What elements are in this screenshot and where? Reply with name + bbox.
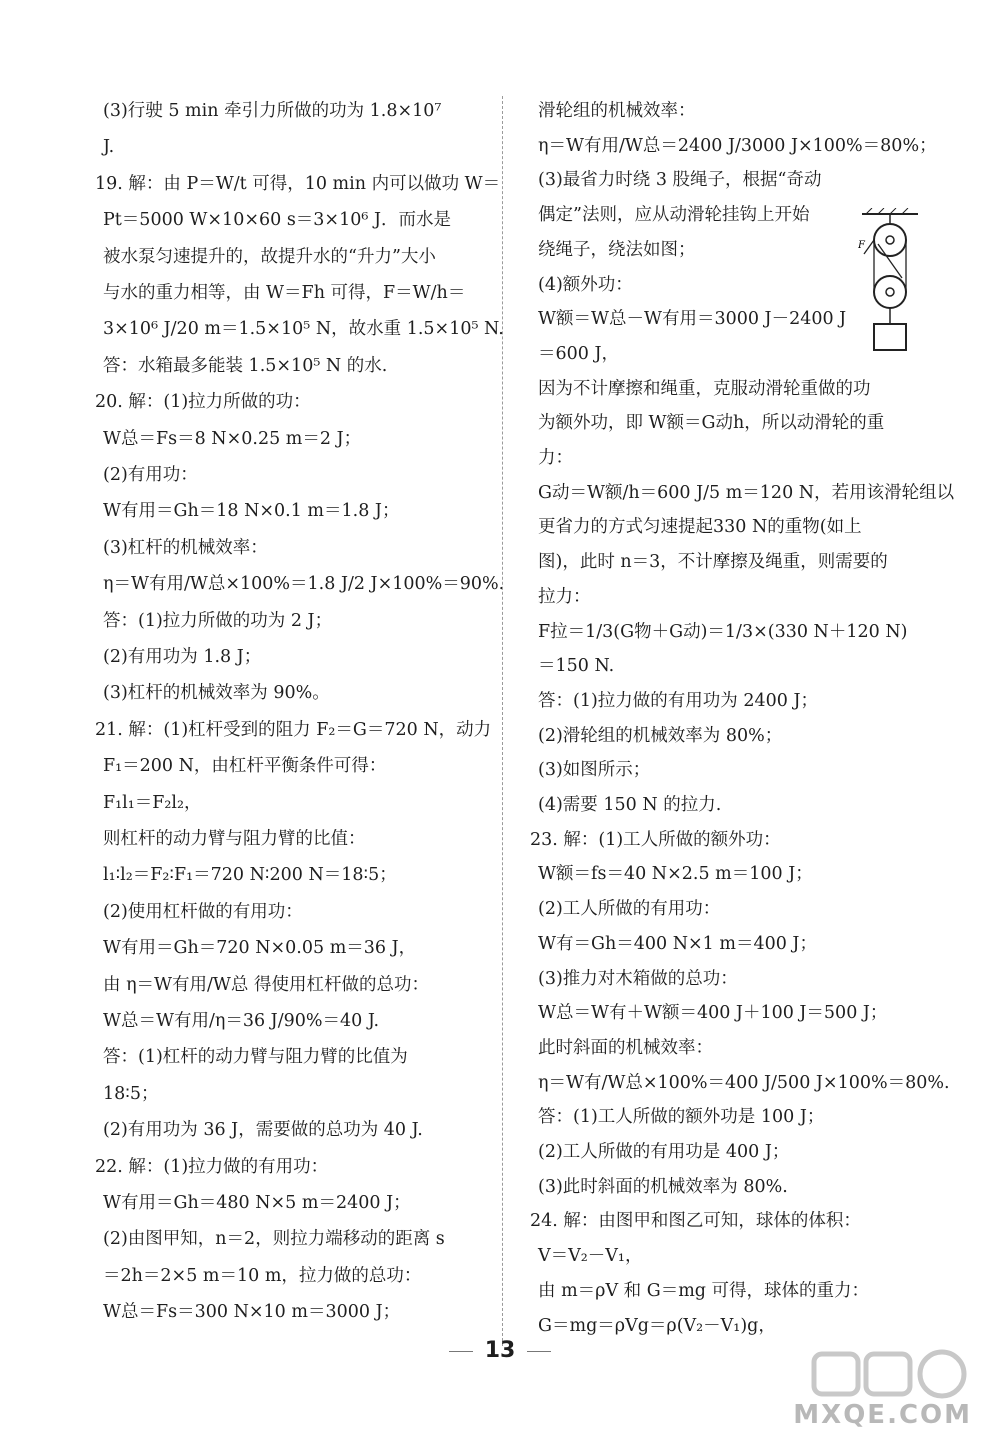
text-line: 因为不计摩擦和绳重，克服动滑轮重做的功 [538,378,871,399]
text-line: (2)有用功为 1.8 J； [103,647,262,667]
text-line: (3)行驶 5 min 牵引力所做的功为 1.8×10⁷ [103,101,442,121]
text-line: W有用＝Gh＝720 N×0.05 m＝36 J， [103,938,417,959]
text-line: η＝W有/W总×100%＝400 J/500 J×100%＝80%. [538,1072,950,1093]
text-line: (3)杠杆的机械效率为 90%。 [103,683,330,704]
text-line: Pt＝5000 W×10×60 s＝3×10⁶ J．而水是 [103,210,451,231]
text-line: 此时斜面的机械效率： [538,1037,713,1058]
text-line: 答：(1)工人所做的额外功是 100 J； [538,1107,825,1128]
text-line: F拉＝1/3(G物＋G动)＝1/3×(330 N＋120 N) [538,621,908,642]
text-line: G＝mg＝ρVg＝ρ(V₂－V₁)g， [538,1315,776,1336]
text-line: 答：水箱最多能装 1.5×10⁵ N 的水. [103,355,388,376]
text-line: W额＝W总－W有用＝3000 J－2400 J [538,309,847,330]
text-line: W总＝Fs＝8 N×0.25 m＝2 J； [103,428,362,449]
text-line: 滑轮组的机械效率： [538,101,696,121]
text-line: 绕绳子，绕法如图； [538,239,696,260]
text-line: 18∶5； [103,1083,159,1104]
text-line: (4)额外功： [538,274,633,295]
text-line: 答：(1)拉力所做的功为 2 J； [103,610,333,631]
text-line: 更省力的方式匀速提起330 N的重物(如上 [538,517,862,538]
text-line: 力： [538,448,573,468]
text-line: (3)如图所示； [538,760,651,781]
text-line: 19. 解：由 P＝W/t 可得，10 min 内可以做功 W＝ [95,173,501,194]
text-line: 22. 解：(1)拉力做的有用功： [95,1156,329,1177]
text-line: F₁l₁＝F₂l₂， [103,792,202,813]
text-line: W有用＝Gh＝18 N×0.1 m＝1.8 J； [103,501,400,522]
text-line: W有用＝Gh＝480 N×5 m＝2400 J； [103,1193,411,1213]
text-line: 由 m＝ρV 和 G＝mg 可得，球体的重力： [538,1280,870,1301]
column-divider [502,96,503,1346]
text-line: (4)需要 150 N 的拉力. [538,795,722,815]
text-line: F₁＝200 N，由杠杆平衡条件可得： [103,756,387,777]
text-line: G动＝W额/h＝600 J/5 m＝120 N，若用该滑轮组以 [538,482,955,503]
text-line: l₁∶l₂＝F₂∶F₁＝720 N∶200 N＝18∶5； [103,865,397,886]
text-line: (2)有用功为 36 J，需要做的总功为 40 J. [103,1120,423,1141]
text-line: (2)工人所做的有用功： [538,899,721,920]
text-line: W额＝fs＝40 N×2.5 m＝100 J； [538,864,813,885]
text-line: W总＝W有＋W额＝400 J＋100 J＝500 J； [538,1003,888,1024]
text-line: 拉力： [538,586,591,607]
text-line: 23. 解：(1)工人所做的额外功： [530,829,781,850]
text-line: W总＝Fs＝300 N×10 m＝3000 J； [103,1302,401,1323]
text-line: 图)，此时 n＝3，不计摩擦及绳重，则需要的 [538,552,888,573]
pulley-diagram [858,208,922,358]
text-line: 答：(1)拉力做的有用功为 2400 J； [538,690,818,711]
text-line: (2)滑轮组的机械效率为 80%； [538,725,783,746]
text-line: 21. 解：(1)杠杆受到的阻力 F₂＝G＝720 N，动力 [95,719,492,740]
text-line: (3)最省力时绕 3 股绳子，根据“奇动 [538,170,822,191]
text-line: 为额外功，即 W额＝G动h，所以动滑轮的重 [538,413,885,434]
text-line: η＝W有用/W总×100%＝1.8 J/2 J×100%＝90%. [103,574,505,595]
text-line: 与水的重力相等，由 W＝Fh 可得，F＝W/h＝ [103,283,466,303]
text-line: (3)推力对木箱做的总功： [538,968,738,989]
text-line: 答：(1)杠杆的动力臂与阻力臂的比值为 [103,1047,408,1068]
text-line: W有＝Gh＝400 N×1 m＝400 J； [538,933,817,954]
watermark-logo [810,1346,970,1402]
svg-text:F: F [858,240,865,251]
text-line: 20. 解：(1)拉力所做的功： [95,392,311,413]
text-line: 则杠杆的动力臂与阻力臂的比值： [103,829,366,849]
text-line: V＝V₂－V₁， [538,1246,643,1267]
text-line: ＝2h＝2×5 m＝10 m，拉力做的总功： [103,1265,422,1286]
text-line: W总＝W有用/η＝36 J/90%＝40 J. [103,1011,380,1031]
text-line: η＝W有用/W总＝2400 J/3000 J×100%＝80%； [538,135,937,156]
text-line: 3×10⁶ J/20 m＝1.5×10⁵ N，故水重 1.5×10⁵ N. [103,319,504,340]
text-line: 由 η＝W有用/W总 得使用杠杆做的总功： [103,974,429,995]
watermark-text: MXQE.COM [793,1400,972,1430]
text-line: (2)由图甲知，n＝2，则拉力端移动的距离 s [103,1229,445,1250]
text-line: (3)此时斜面的机械效率为 80%. [538,1176,788,1197]
text-line: 偶定”法则，应从动滑轮挂钩上开始 [538,205,810,226]
text-line: 24. 解：由图甲和图乙可知，球体的体积： [530,1211,861,1232]
text-line: (3)杠杆的机械效率： [103,537,268,558]
page-number: 13 [0,1338,1000,1363]
text-line: 被水泵匀速提升的，故提升水的“升力”大小 [103,246,436,267]
text-line: (2)使用杠杆做的有用功： [103,901,303,922]
text-line: J. [103,137,115,158]
text-line: (2)有用功： [103,465,198,485]
text-line: ＝150 N. [538,656,615,677]
text-line: (2)工人所做的有用功是 400 J； [538,1142,790,1162]
text-line: ＝600 J， [538,343,619,364]
